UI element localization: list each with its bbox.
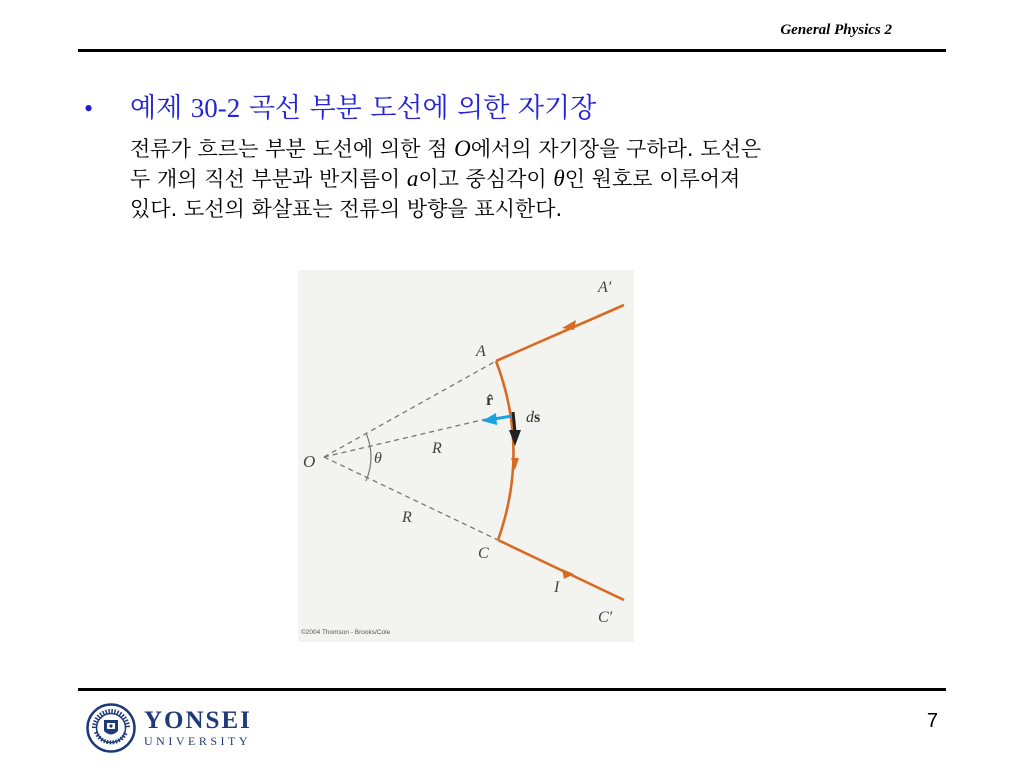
text-run: 인 원호로 이루어져: [564, 167, 741, 191]
label-r-hat: r̂: [486, 392, 494, 409]
slide-heading-row: [84, 86, 596, 125]
text-run: 에서의 자기장을 구하라. 도선은: [470, 137, 762, 161]
figure-diagram: [298, 270, 634, 642]
label-R-upper: R: [432, 440, 442, 457]
radius-line-OA: [324, 361, 496, 457]
label-R-lower: R: [402, 509, 412, 526]
wire-segment-C-C-prime: [498, 540, 624, 600]
variable-a: a: [406, 166, 419, 191]
radius-line-Ods: [324, 419, 486, 457]
radius-line-OC: [324, 457, 498, 540]
footer-divider: [78, 688, 946, 691]
label-C-prime: C′: [598, 609, 613, 626]
text-run: 두 개의 직선 부분과 반지름이: [130, 167, 407, 191]
label-A-prime: A′: [598, 279, 612, 296]
ds-vector: [513, 412, 515, 432]
problem-line-1: [130, 134, 950, 164]
logo-wordmark: [144, 708, 252, 748]
variable-theta: θ: [553, 166, 565, 191]
current-arrow-lower: [562, 569, 574, 579]
emblem-icon: [86, 703, 136, 753]
wire-arc-AC: [496, 361, 514, 540]
figure-credit: ©2004 Thomson - Brooks/Cole: [301, 629, 391, 636]
logo-subtitle: UNIVERSITY: [144, 734, 251, 748]
current-arrow-upper: [562, 320, 576, 330]
logo-name: YONSEI: [144, 707, 252, 734]
ds-vector-arrowhead: [509, 430, 521, 446]
problem-line-3: 있다. 도선의 화살표는 전류의 방향을 표시한다.: [130, 197, 563, 221]
heading-title: 곡선 부분 도선에 의한 자기장: [240, 93, 597, 124]
problem-statement: [130, 134, 950, 224]
text-run: 전류가 흐르는 부분 도선에 의한 점: [130, 137, 455, 161]
university-logo: [86, 703, 252, 753]
unit-vector-r-hat: [494, 416, 512, 419]
label-O: O: [303, 452, 316, 471]
wire-segment-A-prime-A: [496, 305, 624, 361]
label-theta: θ: [374, 450, 382, 467]
label-ds: ds: [526, 409, 541, 426]
label-I: I: [554, 579, 560, 596]
variable-O: O: [454, 136, 471, 161]
heading-prefix: 예제: [130, 93, 191, 124]
label-A: A: [476, 343, 486, 360]
course-title: General Physics 2: [780, 22, 892, 38]
label-C: C: [478, 545, 489, 562]
slide-heading: [130, 86, 596, 125]
bullet-marker: •: [84, 94, 94, 123]
page-number: 7: [926, 710, 938, 732]
theta-arc: [366, 433, 371, 481]
curved-wire-figure: [298, 270, 634, 642]
problem-line-2: [130, 164, 950, 194]
header-divider: [78, 49, 946, 52]
heading-number: 30-2: [190, 93, 241, 123]
text-run: 이고 중심각이: [418, 167, 554, 191]
